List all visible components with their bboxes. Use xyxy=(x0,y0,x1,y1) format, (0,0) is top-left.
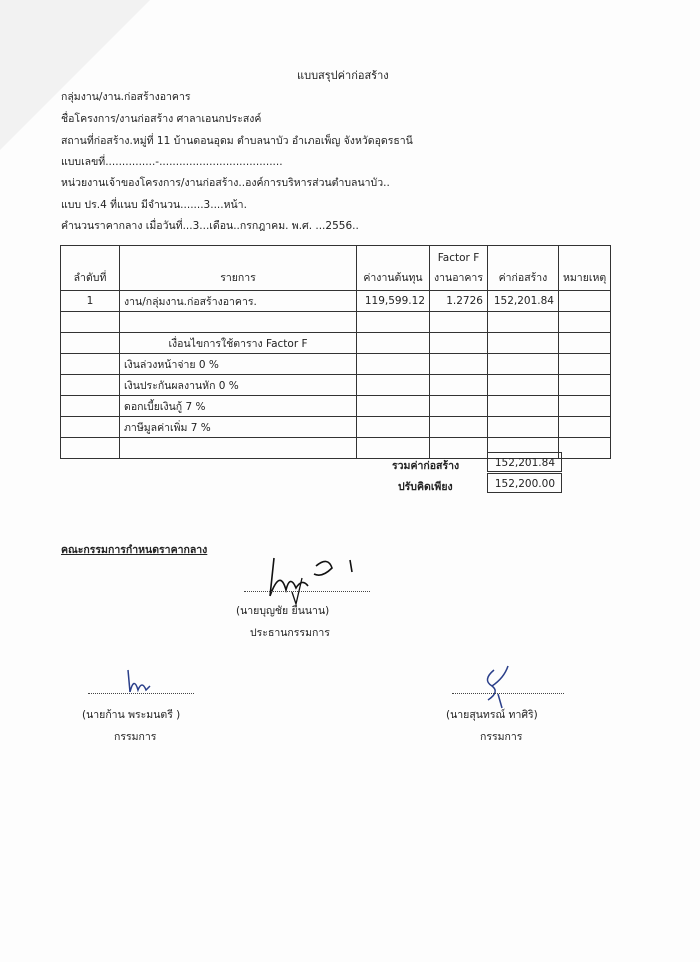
header-seq: ลำดับที่ xyxy=(61,246,120,291)
header-item: รายการ xyxy=(120,246,357,291)
row-factor: 1.2726 xyxy=(430,291,488,312)
condition-vat: ภาษีมูลค่าเพิ่ม 7 % xyxy=(120,417,357,438)
table-row xyxy=(61,333,611,354)
attachment-line: แบบ ปร.4 ที่แนบ มีจำนวน.......3....หน้า. xyxy=(61,199,247,211)
member2-signature xyxy=(474,664,524,710)
member2-name: (นายสุนทรณ์ ทาศิริ) xyxy=(446,709,538,721)
member1-role: กรรมการ xyxy=(114,731,157,743)
row-base-cost: 119,599.12 xyxy=(357,291,430,312)
header-construction-cost: ค่าก่อสร้าง xyxy=(487,246,558,291)
table-header-row xyxy=(61,246,611,291)
member1-name: (นายก้าน พระมนตรี ) xyxy=(82,709,181,721)
rounded-value: 152,200.00 xyxy=(487,473,562,493)
row-seq: 1 xyxy=(61,291,120,312)
table-row xyxy=(61,291,611,312)
condition-interest: ดอกเบี้ยเงินกู้ 7 % xyxy=(120,396,357,417)
conditions-title: เงื่อนไขการใช้ตาราง Factor F xyxy=(120,333,357,354)
row-construction-cost: 152,201.84 xyxy=(487,291,558,312)
condition-advance: เงินล่วงหน้าจ่าย 0 % xyxy=(120,354,357,375)
header-remark: หมายเหตุ xyxy=(558,246,610,291)
header-factor xyxy=(430,246,488,291)
rounded-label: ปรับคิดเพียง xyxy=(398,481,453,493)
chair-signature xyxy=(262,548,362,608)
chair-role: ประธานกรรมการ xyxy=(250,627,330,639)
location-line: สถานที่ก่อสร้าง.หมู่ที่ 11 บ้านดอนอุดม ตำบลนาบัว อำเภอเพ็ญ จังหวัดอุดรธานี xyxy=(61,135,413,147)
table-row xyxy=(61,417,611,438)
sum-value: 152,201.84 xyxy=(487,452,562,472)
sum-label: รวมค่าก่อสร้าง xyxy=(392,460,460,472)
table-row xyxy=(61,396,611,417)
member2-role: กรรมการ xyxy=(480,731,523,743)
member2-signature-line xyxy=(452,692,564,694)
member1-signature-line xyxy=(88,692,194,694)
owner-agency-line: หน่วยงานเจ้าของโครงการ/งานก่อสร้าง..องค์การบริหารส่วนตำบลนาบัว.. xyxy=(61,177,390,189)
row-item: งาน/กลุ่มงาน.ก่อสร้างอาคาร. xyxy=(120,291,357,312)
table-row xyxy=(61,312,611,333)
calculation-date-line: คำนวนราคากลาง เมื่อวันที่...3...เดือน..กรกฎาคม. พ.ศ. ...2556.. xyxy=(61,220,359,232)
plan-number-line: แบบเลขที่...............-..................................... xyxy=(61,156,283,168)
table-row xyxy=(61,354,611,375)
chair-signature-line xyxy=(244,590,370,592)
work-group-line: กลุ่มงาน/งาน.ก่อสร้างอาคาร xyxy=(61,91,191,103)
folded-corner-shadow xyxy=(0,0,150,150)
cost-summary-table xyxy=(60,245,611,459)
header-factor-bottom: งานอาคาร xyxy=(434,272,483,284)
committee-heading: คณะกรรมการกำหนดราคากลาง xyxy=(61,544,208,556)
table-row xyxy=(61,375,611,396)
chair-name: (นายบุญชัย ยืนนาน) xyxy=(236,605,330,617)
document-title: แบบสรุปค่าก่อสร้าง xyxy=(297,69,389,82)
header-base-cost: ค่างานต้นทุน xyxy=(357,246,430,291)
project-name-line: ชื่อโครงการ/งานก่อสร้าง ศาลาเอนกประสงค์ xyxy=(61,113,262,125)
header-factor-top: Factor F xyxy=(437,252,480,264)
condition-retention: เงินประกันผลงานหัก 0 % xyxy=(120,375,357,396)
row-remark xyxy=(558,291,610,312)
